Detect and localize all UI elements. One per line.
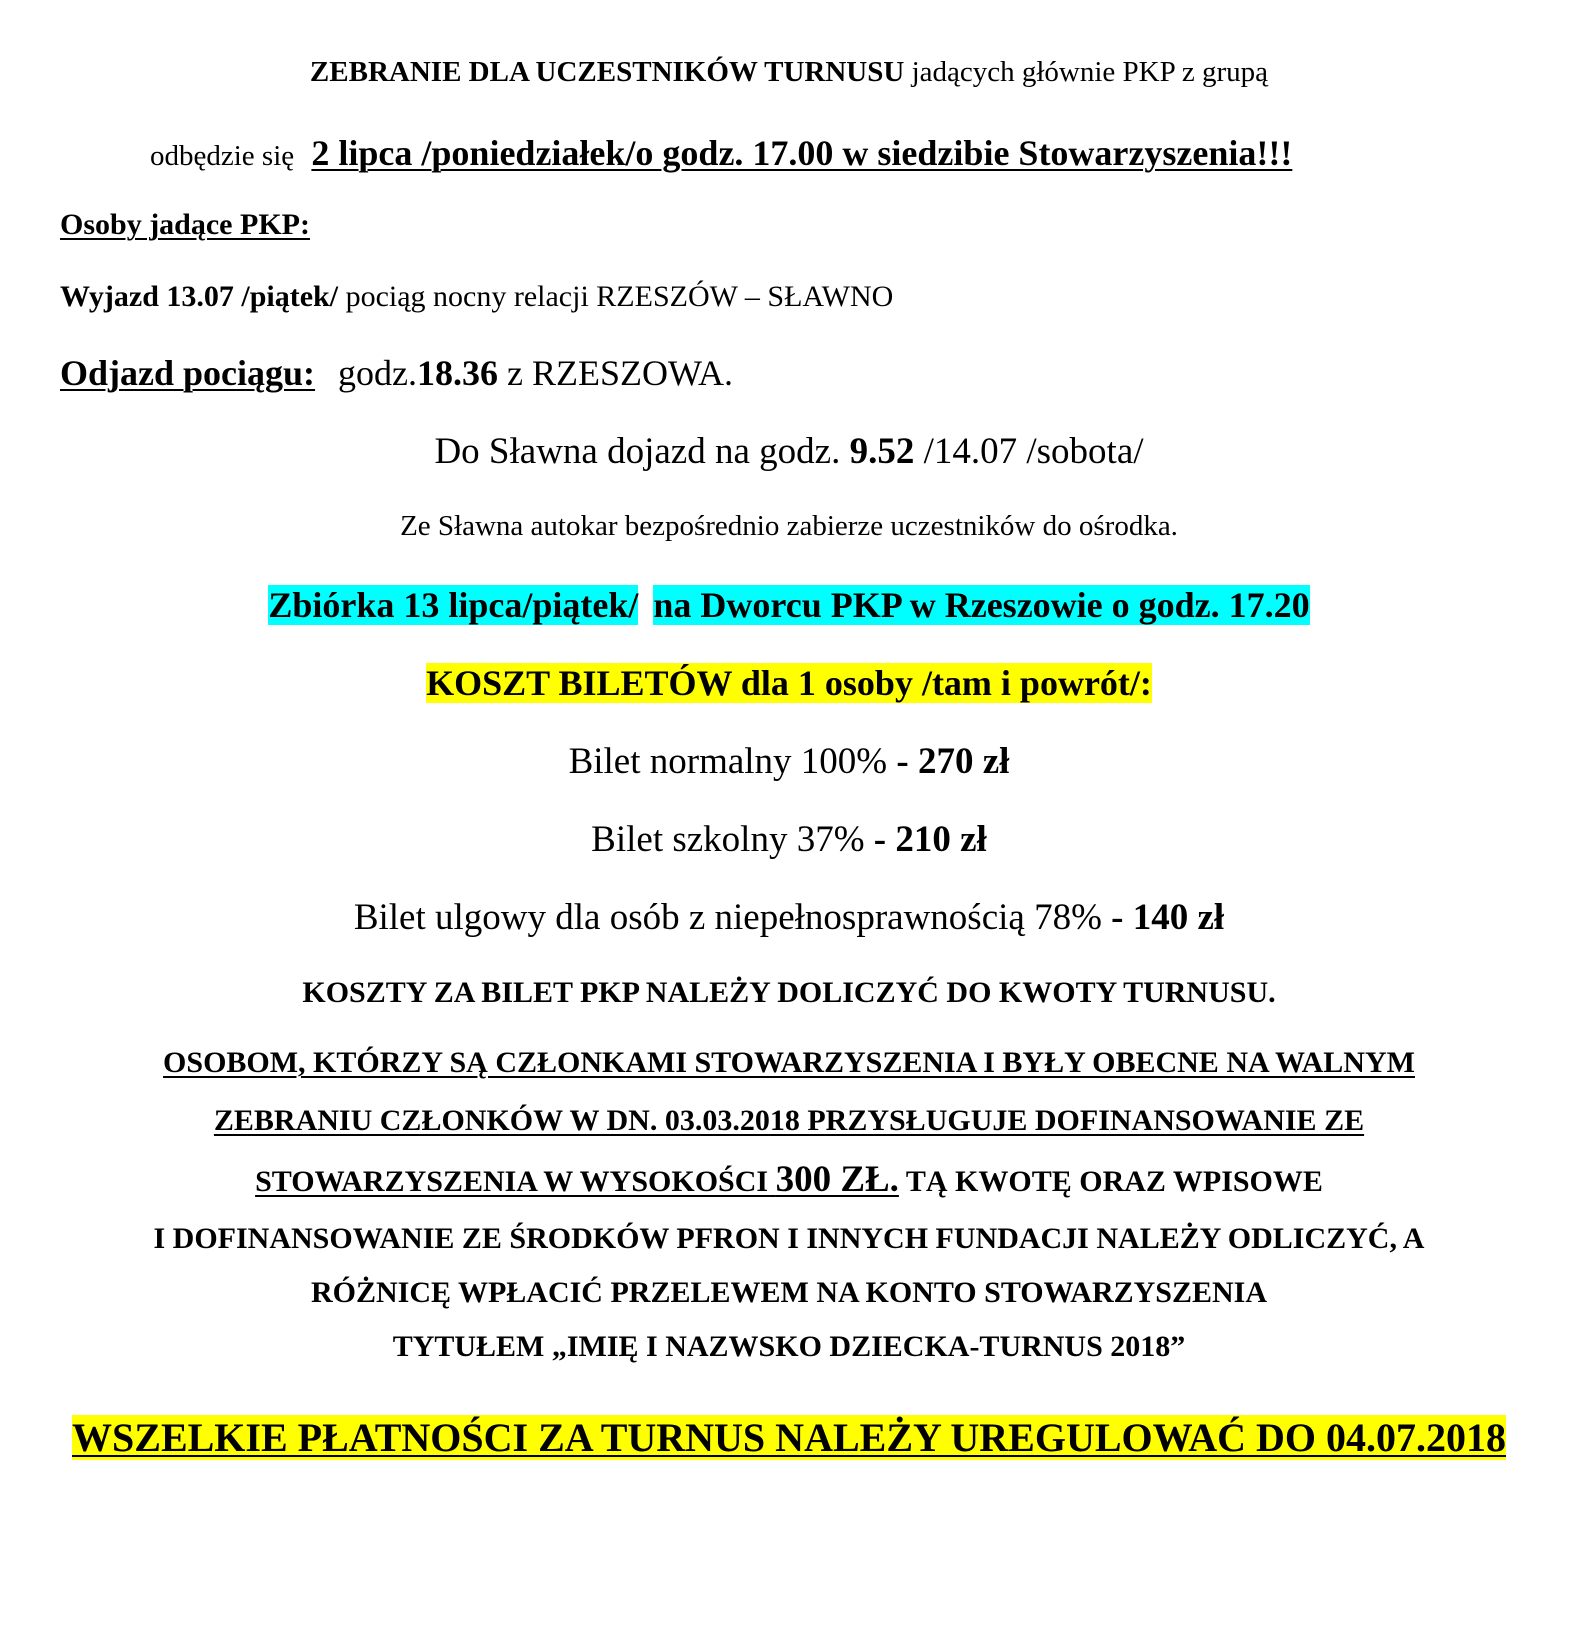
gathering-part1: Zbiórka 13 lipca/piątek/: [268, 585, 639, 625]
ticket-price: - 210 zł: [873, 819, 987, 860]
subsidy-text: TĄ KWOTĘ ORAZ WPISOWE: [898, 1165, 1323, 1198]
pkp-arrival: [0, 430, 1578, 473]
tickets-heading: KOSZT BILETÓW dla 1 osoby /tam i powrót/:: [426, 663, 1152, 703]
subsidy-line-3: [0, 1158, 1578, 1201]
tickets-note: KOSZTY ZA BILET PKP NALEŻY DOLICZYĆ DO KWOTY TURNUSU.: [302, 976, 1276, 1009]
ticket-item: [0, 896, 1578, 939]
deadline: WSZELKIE PŁATNOŚCI ZA TURNUS NALEŻY UREGULOWAĆ DO 04.07.2018: [72, 1415, 1506, 1460]
subsidy-line-4: I DOFINANSOWANIE ZE ŚRODKÓW PFRON I INNYCH FUNDACJI NALEŻY ODLICZYĆ, A: [153, 1222, 1425, 1255]
pkp-departure: [60, 280, 893, 314]
pkp-train-prefix: godz.: [338, 353, 418, 393]
subsidy-text: ZEBRANIU CZŁONKÓW W DN. 03.03.2018 PRZYSŁUGUJE DOFINANSOWANIE ZE: [213, 1104, 1365, 1137]
pkp-departure-bold: Wyjazd 13.07 /piątek/: [60, 280, 339, 313]
ticket-item: [0, 740, 1578, 783]
ticket-item: [0, 818, 1578, 861]
pkp-arrival-prefix: Do Sławna dojazd na godz.: [434, 431, 850, 472]
ticket-label: Bilet ulgowy dla osób z niepełnosprawnością 78%: [353, 897, 1112, 938]
subsidy-text: STOWARZYSZENIA W WYSOKOŚCI: [255, 1165, 776, 1198]
meeting-title-rest: jadących głównie PKP z grupą: [904, 56, 1269, 88]
meeting-when-prefix: odbędzie się: [150, 140, 295, 172]
meeting-title: [0, 56, 1578, 89]
pkp-bus-note: Ze Sławna autokar bezpośrednio zabierze uczestników do ośrodka.: [400, 510, 1178, 542]
pkp-arrival-date: /14.07 /sobota/: [914, 431, 1144, 472]
subsidy-text: OSOBOM, KTÓRZY SĄ CZŁONKAMI STOWARZYSZENIA I BYŁY OBECNE NA WALNYM: [163, 1046, 1415, 1079]
meeting-when: [150, 132, 1450, 174]
ticket-price: - 140 zł: [1111, 897, 1225, 938]
pkp-train-time: 18.36: [417, 353, 499, 393]
meeting-when-date: 2 lipca /poniedziałek/o godz. 17.00 w siedzibie Stowarzyszenia!!!: [311, 133, 1293, 173]
deadline-row: [0, 1414, 1578, 1461]
pkp-train: [60, 352, 733, 394]
gathering: [0, 584, 1578, 626]
pkp-train-label: Odjazd pociągu:: [60, 353, 316, 393]
meeting-title-bold: ZEBRANIE DLA UCZESTNIKÓW TURNUSU: [309, 56, 905, 88]
pkp-departure-rest: pociąg nocny relacji RZESZÓW – SŁAWNO: [338, 280, 894, 313]
ticket-label: Bilet szkolny 37%: [591, 819, 874, 860]
subsidy-line-1: [0, 1046, 1578, 1080]
ticket-price: - 270 zł: [896, 741, 1010, 782]
pkp-train-from: z RZESZOWA.: [498, 353, 733, 393]
subsidy-line-5: RÓŻNICĘ WPŁACIĆ PRZELEWEM NA KONTO STOWARZYSZENIA: [310, 1276, 1268, 1309]
subsidy-amount: 300 ZŁ.: [775, 1159, 899, 1200]
subsidy-line-2: [0, 1104, 1578, 1138]
gathering-part2: na Dworcu PKP w Rzeszowie o godz. 17.20: [653, 585, 1310, 625]
subsidy-line-6: TYTUŁEM „IMIĘ I NAZWSKO DZIECKA-TURNUS 2018”: [392, 1330, 1186, 1363]
pkp-arrival-time: 9.52: [849, 431, 915, 472]
tickets-heading-row: [0, 662, 1578, 704]
pkp-heading: Osoby jadące PKP:: [60, 208, 310, 241]
ticket-label: Bilet normalny 100%: [568, 741, 897, 782]
